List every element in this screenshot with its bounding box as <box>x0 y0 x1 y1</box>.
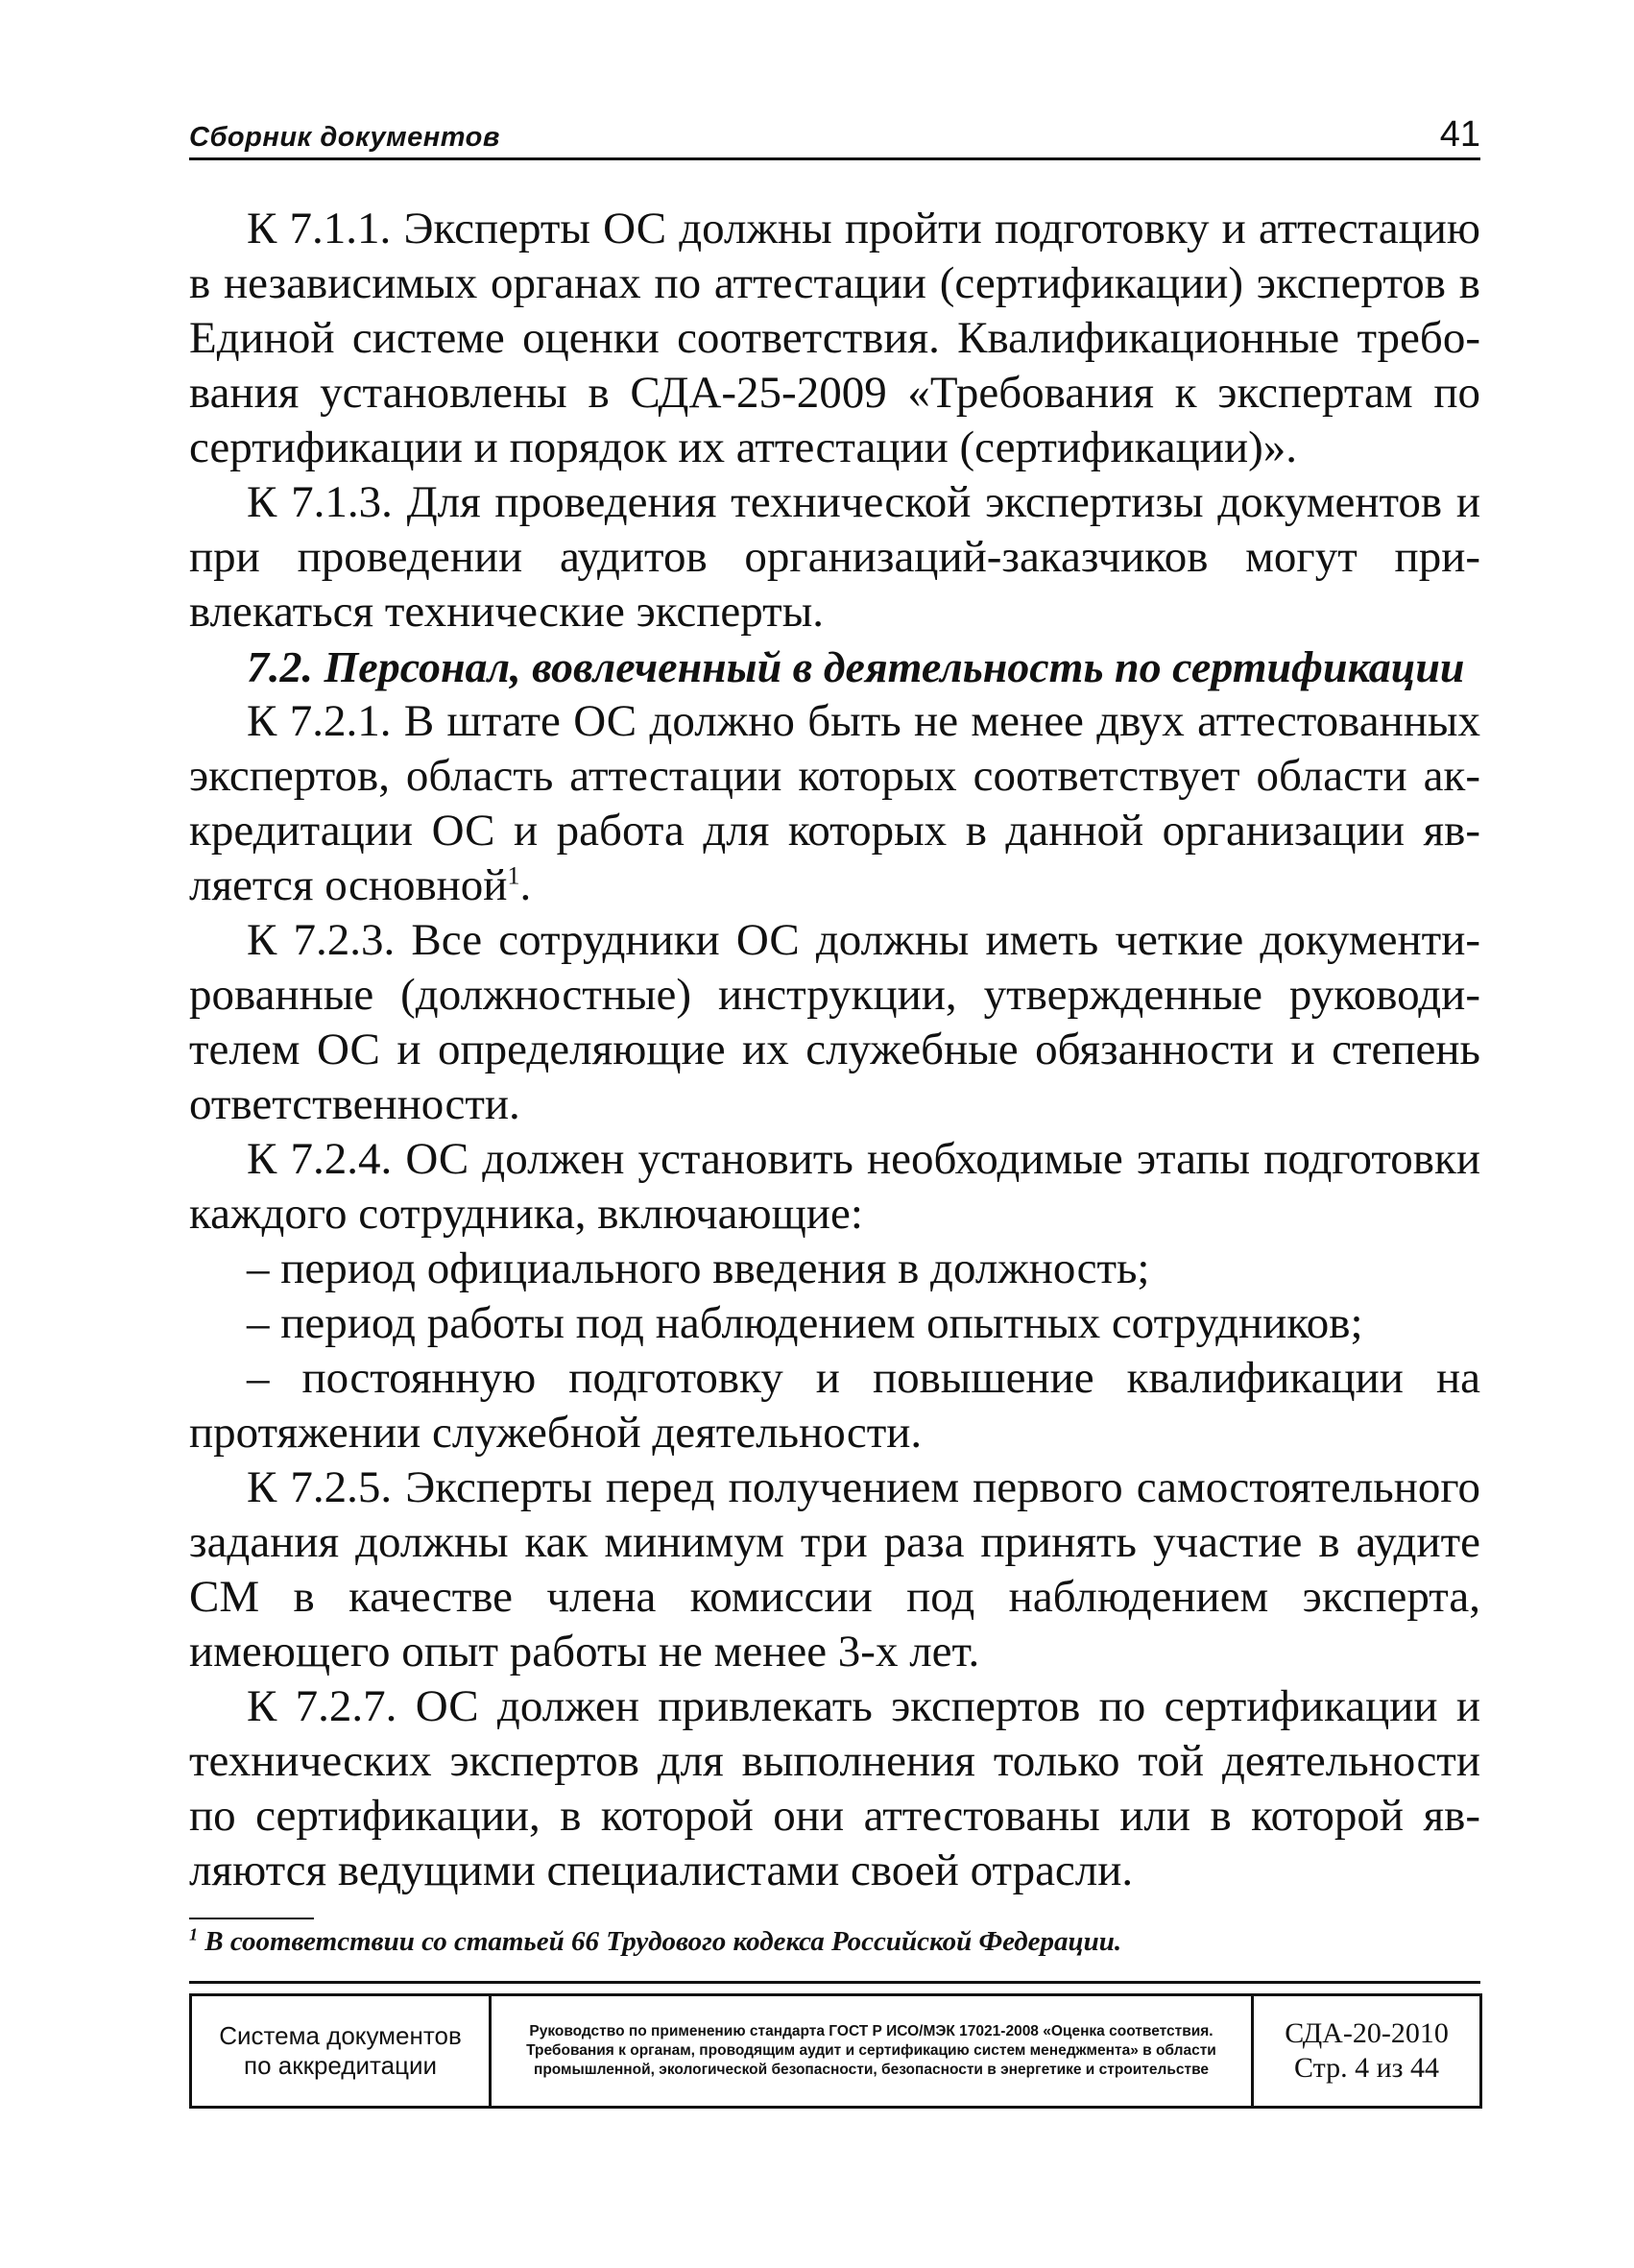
list-item: – период официального введения в должность; <box>247 1243 1150 1293</box>
paragraph-k713: К 7.1.3. Для проведения технической экспертизы документов и при проведении аудитов организаций-заказчиков могут привлекаться технические эксперты. <box>189 477 1480 637</box>
footer-code-cell <box>1254 1996 1479 2106</box>
paragraph-k721 <box>189 694 1480 913</box>
collection-title: Сборник документов <box>189 122 500 153</box>
footnote-divider <box>189 1918 314 1919</box>
section-title-7-2: 7.2. Персонал, вовлеченный в деятельность по сертификации <box>247 642 1465 691</box>
footer-document-code: СДА-20-2010 <box>1285 2017 1449 2049</box>
paragraph-k723: К 7.2.3. Все сотрудники ОС должны иметь четкие документированные (должностные) инструкции, утвержденные руководителем ОС и определяющие их служебные обязанности и степень ответственности. <box>189 915 1480 1129</box>
paragraph-k721-text: К 7.2.1. В штате ОС должно быть не менее двух аттестованных экспертов, область аттестации которых соответствует области аккредитации ОС и работа для которых в данной организации является основной <box>189 696 1480 910</box>
footer-divider <box>189 1981 1480 1984</box>
paragraph-k727: К 7.2.7. ОС должен привлекать экспертов по сертификации и технических экспертов для выполнения только той деятельности по сертификации, в которой они аттестованы или в которой являются ведущими специалистами своей отрасли. <box>189 1681 1480 1895</box>
footer-page-count: Стр. 4 из 44 <box>1294 2052 1439 2084</box>
list-item: – период работы под наблюдением опытных сотрудников; <box>247 1298 1363 1348</box>
paragraph-k711: К 7.1.1. Эксперты ОС должны пройти подготовку и аттестацию в независимых органах по аттестации (сертификации) экспертов в Единой системе оценки соответствия. Квалификационные требования установлены в СДА-25-2009 «Требования к экспертам по сертификации и порядок их аттестации (сертификации)». <box>189 204 1480 472</box>
footnote-mark: 1 <box>189 1924 198 1944</box>
running-header <box>189 108 1480 160</box>
page-number: 41 <box>1439 114 1480 155</box>
paragraph-k725: К 7.2.5. Эксперты перед получением первого самостоятельного задания должны как минимум три раза принять участие в аудите СМ в качестве члена комиссии под наблюдением эксперта, имеющего опыт работы не менее 3-х лет. <box>189 1462 1480 1677</box>
list-item: – постоянную подготовку и повышение квалификации на протяжении служебной деятельности. <box>189 1353 1480 1458</box>
footer-system-line2: по аккредитации <box>243 2051 438 2080</box>
body-text <box>189 202 1480 1898</box>
footnote-reference: 1 <box>507 861 520 890</box>
footer-document-title: Руководство по применению стандарта ГОСТ Р ИСО/МЭК 17021-2008 «Оценка соответствия. Требования к органам, проводящим аудит и сертификацию систем менеджмента» в области промышленной, экологической безопасности, безопасности в энергетике и строительстве <box>526 2023 1216 2078</box>
paragraph-k724: К 7.2.4. ОС должен установить необходимые этапы подготовки каждого сотрудника, включающие: <box>189 1134 1480 1239</box>
footer-system-line1: Система документов <box>219 2021 462 2050</box>
paragraph-k721-end: . <box>519 860 532 910</box>
footer-system-cell <box>192 1996 492 2106</box>
document-footer-table <box>189 1993 1482 2109</box>
footer-document-title-cell <box>492 1996 1254 2106</box>
footnote-text: В соответствии со статьей 66 Трудового кодекса Российской Федерации. <box>198 1926 1122 1957</box>
footnote <box>189 1924 1480 1959</box>
